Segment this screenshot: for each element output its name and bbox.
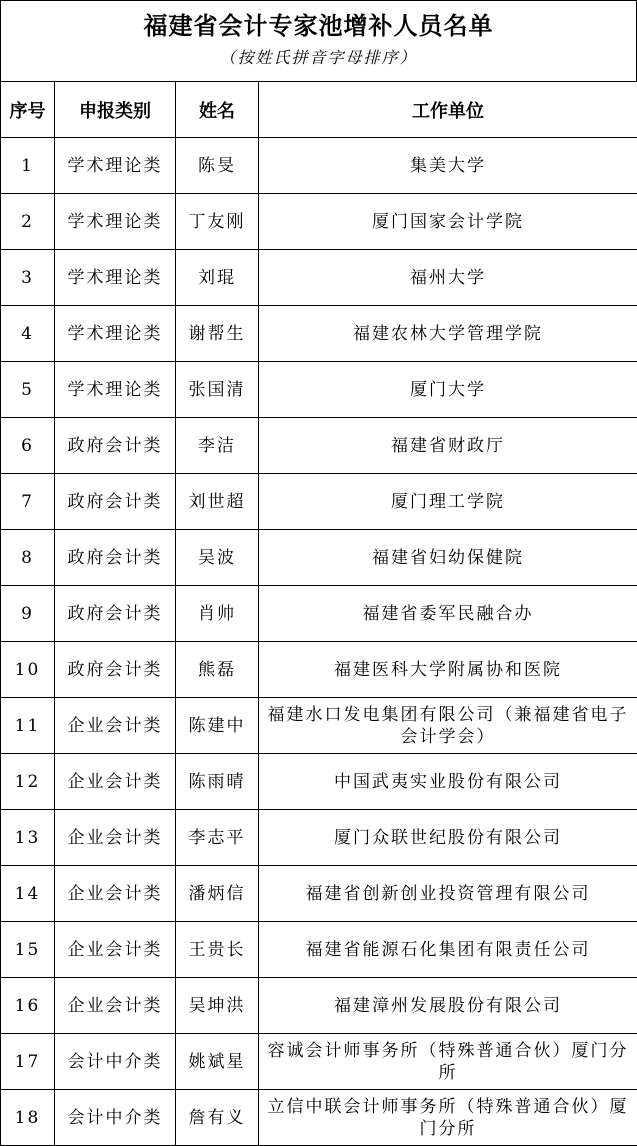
cell-index: 4 xyxy=(1,306,55,362)
cell-index: 14 xyxy=(1,866,55,922)
cell-name: 丁友刚 xyxy=(176,194,259,250)
cell-organization: 福建水口发电集团有限公司（兼福建省电子会计学会） xyxy=(259,698,637,754)
table-row xyxy=(1,866,637,922)
cell-category: 政府会计类 xyxy=(55,418,176,474)
cell-name: 李志平 xyxy=(176,810,259,866)
cell-name: 刘琨 xyxy=(176,250,259,306)
cell-name: 李洁 xyxy=(176,418,259,474)
cell-organization: 中国武夷实业股份有限公司 xyxy=(259,754,637,810)
table-row xyxy=(1,474,637,530)
table-row xyxy=(1,250,637,306)
cell-organization: 厦门理工学院 xyxy=(259,474,637,530)
cell-name: 谢帮生 xyxy=(176,306,259,362)
cell-category: 会计中介类 xyxy=(55,1034,176,1090)
cell-index: 18 xyxy=(1,1090,55,1146)
cell-category: 企业会计类 xyxy=(55,698,176,754)
roster-table xyxy=(0,81,637,1146)
cell-organization: 厦门国家会计学院 xyxy=(259,194,637,250)
cell-organization: 福建农林大学管理学院 xyxy=(259,306,637,362)
cell-category: 学术理论类 xyxy=(55,250,176,306)
cell-name: 吴坤洪 xyxy=(176,978,259,1034)
cell-index: 6 xyxy=(1,418,55,474)
cell-organization: 福建省能源石化集团有限责任公司 xyxy=(259,922,637,978)
cell-category: 政府会计类 xyxy=(55,586,176,642)
cell-index: 16 xyxy=(1,978,55,1034)
cell-category: 企业会计类 xyxy=(55,810,176,866)
cell-organization: 福建省财政厅 xyxy=(259,418,637,474)
table-row xyxy=(1,362,637,418)
table-row xyxy=(1,418,637,474)
cell-organization: 福建漳州发展股份有限公司 xyxy=(259,978,637,1034)
cell-name: 张国清 xyxy=(176,362,259,418)
cell-name: 吴波 xyxy=(176,530,259,586)
cell-organization: 福建省委军民融合办 xyxy=(259,586,637,642)
cell-index: 5 xyxy=(1,362,55,418)
page-title: 福建省会计专家池增补人员名单 xyxy=(1,9,636,43)
cell-category: 政府会计类 xyxy=(55,474,176,530)
cell-category: 企业会计类 xyxy=(55,754,176,810)
cell-index: 17 xyxy=(1,1034,55,1090)
cell-index: 11 xyxy=(1,698,55,754)
table-row xyxy=(1,194,637,250)
cell-organization: 福州大学 xyxy=(259,250,637,306)
cell-name: 陈建中 xyxy=(176,698,259,754)
table-row xyxy=(1,922,637,978)
column-header-name: 姓名 xyxy=(176,82,259,138)
table-row xyxy=(1,642,637,698)
title-block xyxy=(0,0,637,81)
cell-category: 学术理论类 xyxy=(55,362,176,418)
cell-category: 企业会计类 xyxy=(55,922,176,978)
cell-name: 王贵长 xyxy=(176,922,259,978)
cell-category: 学术理论类 xyxy=(55,194,176,250)
cell-category: 学术理论类 xyxy=(55,138,176,194)
cell-index: 3 xyxy=(1,250,55,306)
column-header-organization: 工作单位 xyxy=(259,82,637,138)
cell-name: 詹有义 xyxy=(176,1090,259,1146)
cell-name: 潘炳信 xyxy=(176,866,259,922)
cell-category: 政府会计类 xyxy=(55,530,176,586)
cell-category: 企业会计类 xyxy=(55,978,176,1034)
cell-index: 15 xyxy=(1,922,55,978)
cell-index: 1 xyxy=(1,138,55,194)
cell-organization: 福建省创新创业投资管理有限公司 xyxy=(259,866,637,922)
table-row xyxy=(1,754,637,810)
cell-category: 学术理论类 xyxy=(55,306,176,362)
cell-name: 刘世超 xyxy=(176,474,259,530)
cell-category: 会计中介类 xyxy=(55,1090,176,1146)
table-row xyxy=(1,698,637,754)
table-row xyxy=(1,1090,637,1146)
cell-name: 肖帅 xyxy=(176,586,259,642)
cell-name: 姚斌星 xyxy=(176,1034,259,1090)
roster-body xyxy=(1,138,637,1146)
cell-index: 8 xyxy=(1,530,55,586)
column-header-index: 序号 xyxy=(1,82,55,138)
cell-category: 企业会计类 xyxy=(55,866,176,922)
page-subtitle: （按姓氏拼音字母排序） xyxy=(1,46,636,70)
table-row xyxy=(1,530,637,586)
cell-organization: 厦门众联世纪股份有限公司 xyxy=(259,810,637,866)
cell-name: 熊磊 xyxy=(176,642,259,698)
cell-name: 陈旻 xyxy=(176,138,259,194)
table-row xyxy=(1,978,637,1034)
cell-organization: 福建医科大学附属协和医院 xyxy=(259,642,637,698)
table-row xyxy=(1,138,637,194)
cell-organization: 福建省妇幼保健院 xyxy=(259,530,637,586)
cell-index: 9 xyxy=(1,586,55,642)
column-header-category: 申报类别 xyxy=(55,82,176,138)
cell-organization: 立信中联会计师事务所（特殊普通合伙）厦门分所 xyxy=(259,1090,637,1146)
cell-index: 10 xyxy=(1,642,55,698)
cell-organization: 集美大学 xyxy=(259,138,637,194)
cell-organization: 厦门大学 xyxy=(259,362,637,418)
table-row xyxy=(1,1034,637,1090)
table-row xyxy=(1,810,637,866)
table-row xyxy=(1,586,637,642)
cell-name: 陈雨晴 xyxy=(176,754,259,810)
cell-organization: 容诚会计师事务所（特殊普通合伙）厦门分所 xyxy=(259,1034,637,1090)
table-row xyxy=(1,306,637,362)
cell-index: 2 xyxy=(1,194,55,250)
cell-index: 7 xyxy=(1,474,55,530)
cell-index: 13 xyxy=(1,810,55,866)
cell-index: 12 xyxy=(1,754,55,810)
table-header-row xyxy=(1,82,637,138)
cell-category: 政府会计类 xyxy=(55,642,176,698)
